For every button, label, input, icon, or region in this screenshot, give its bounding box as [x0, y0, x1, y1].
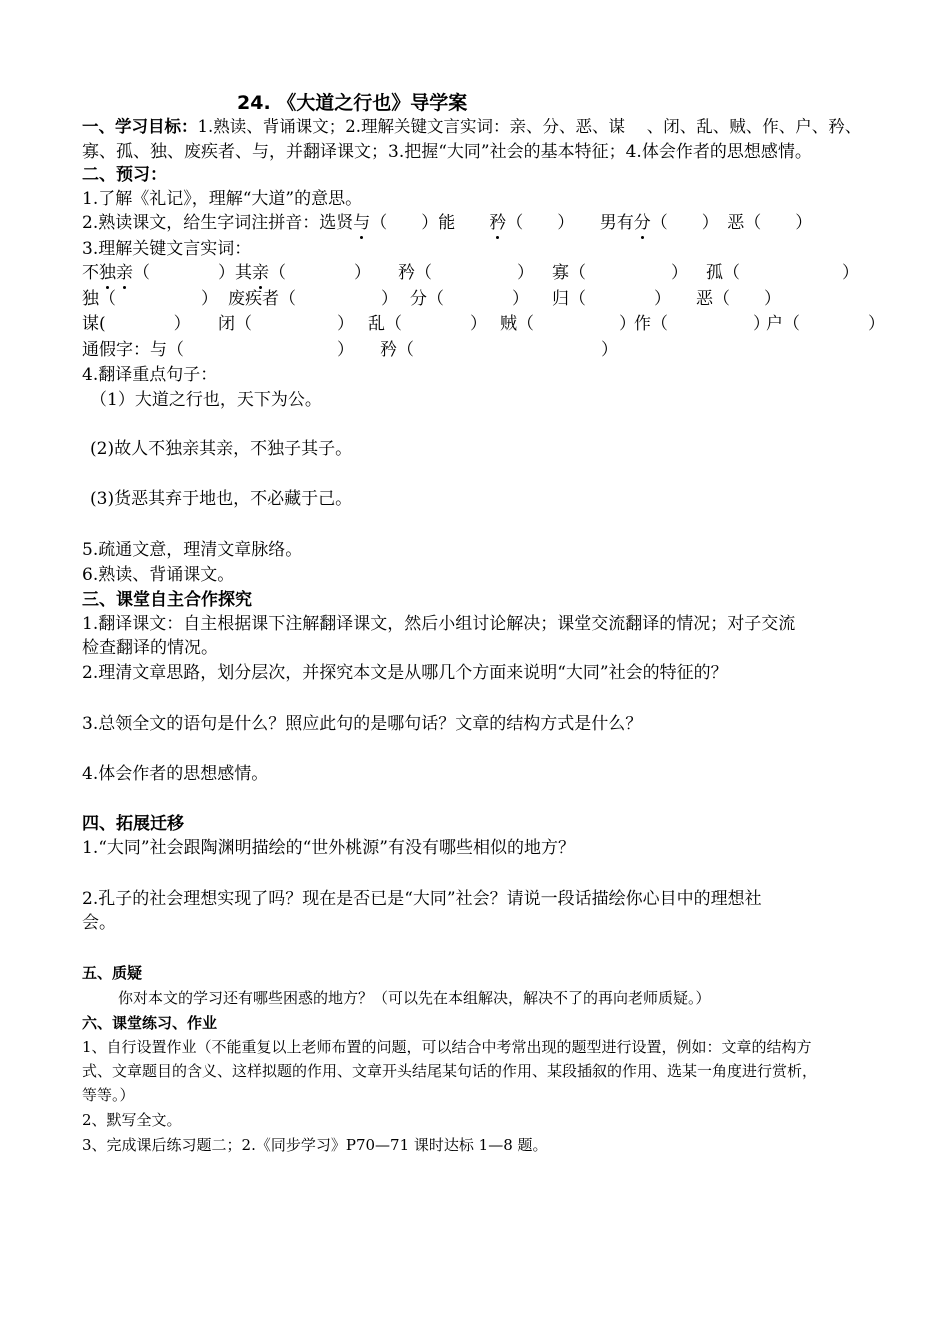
- vocab-row-1: 不独亲（ ）其亲（ ）: [82, 263, 371, 283]
- section-heading-homework: 六、课堂练习、作业: [82, 1014, 218, 1032]
- section-heading-preview: 二、预习：: [82, 165, 167, 185]
- section-heading-inquiry: 三、课堂自主合作探究: [82, 590, 252, 610]
- preview-item-3: 3.理解关键文言实词：: [82, 239, 252, 259]
- vocab-fen: 分（ ）: [410, 289, 529, 309]
- homework-3: 3、完成课后练习题二；2.《同步学习》P70—71 课时达标 1—8 题。: [82, 1136, 548, 1154]
- extension-2-line-1: 2.孔子的社会理想实现了吗？现在是否已是“大同”社会？请说一段话描绘你心目中的理想社: [82, 889, 762, 909]
- vocab-hu: 户（ ）: [766, 314, 885, 334]
- vocab-gu: 孤（ ）: [706, 263, 859, 283]
- homework-1-line-3: 等等。）: [82, 1086, 135, 1104]
- vocab-zei: 贼（ ）: [500, 314, 636, 334]
- inquiry-2: 2.理清文章思路，划分层次，并探究本文是从哪几个方面来说明“大同”社会的特征的？: [82, 663, 728, 683]
- vocab-gua: 寡（ ）: [552, 263, 688, 283]
- vocab-zuo: 作（ ）: [634, 314, 770, 334]
- preview-item-5: 5.疏通文意，理清文章脉络。: [82, 540, 303, 560]
- section-heading-questions: 五、质疑: [82, 964, 143, 982]
- extension-1: 1.“大同”社会跟陶渊明描绘的“世外桃源”有没有哪些相似的地方？: [82, 838, 575, 858]
- inquiry-1-line-1: 1.翻译课文：自主根据课下注解翻译课文，然后小组讨论解决；课堂交流翻译的情况；对子交流: [82, 614, 796, 634]
- sentence-2: (2)故人不独亲其亲，不独子其子。: [90, 439, 353, 459]
- vocab-luan: 乱（ ）: [368, 314, 487, 334]
- preview-item-1: 1.了解《礼记》，理解“大道”的意思。: [82, 189, 363, 209]
- extension-2-line-2: 会。: [82, 913, 116, 933]
- vocab-gui: 归（ ）: [552, 289, 671, 309]
- preview-item-4: 4.翻译重点句子：: [82, 365, 218, 385]
- questions-text: 你对本文的学习还有哪些困惑的地方？（可以先在本组解决，解决不了的再向老师质疑。）: [118, 989, 711, 1007]
- page-title: 24. 《大道之行也》导学案: [237, 92, 468, 114]
- vocab-du: 独（ ）: [82, 289, 218, 309]
- preview-item-6: 6.熟读、背诵课文。: [82, 565, 235, 585]
- vocab-feijizhe: 废疾者（ ）: [228, 289, 398, 309]
- inquiry-3: 3.总领全文的语句是什么？照应此句的是哪句话？文章的结构方式是什么？: [82, 714, 643, 734]
- homework-1-line-2: 式、文章题目的含义、这样拟题的作用、文章开头结尾某句话的作用、某段插叙的作用、选某一角度进行赏析，: [82, 1062, 818, 1080]
- vocab-jin: 矜（ ）: [398, 263, 534, 283]
- tongjiazi-yu: 通假字：与（ ）: [82, 340, 354, 360]
- sentence-3: (3)货恶其弃于地也，不必藏于己。: [90, 489, 353, 509]
- vocab-wu: 恶（ ）: [696, 289, 781, 309]
- vocab-bi: 闭（ ）: [218, 314, 354, 334]
- homework-2: 2、默写全文。: [82, 1111, 182, 1129]
- inquiry-1-line-2: 检查翻译的情况。: [82, 638, 218, 658]
- sentence-1: （1）大道之行也，天下为公。: [90, 390, 322, 410]
- objectives-line-2: 寡、孤、独、废疾者、与，并翻译课文；3.把握“大同”社会的基本特征；4.体会作者的思想感情。: [82, 142, 812, 162]
- objectives-line-1: 一、学习目标：1.熟读、背诵课文；2.理解关键文言实词：亲、分、恶、谋 、闭、乱、贼、作、户、矜、: [82, 117, 862, 136]
- homework-1-line-1: 1、自行设置作业（不能重复以上老师布置的问题，可以结合中考常出现的题型进行设置，例如：文章的结构方: [82, 1038, 812, 1056]
- vocab-mou: 谋( ）: [82, 314, 191, 334]
- tongjiazi-jin: 矜（ ）: [380, 340, 618, 360]
- section-heading-objectives: 一、学习目标：: [82, 117, 198, 136]
- inquiry-4: 4.体会作者的思想感情。: [82, 764, 269, 784]
- preview-item-2: 2.熟读课文，给生字词注拼音：选贤与（ ）能 矜（ ） 男有分（ ） 恶（ ）: [82, 213, 813, 233]
- section-heading-extension: 四、拓展迁移: [82, 814, 184, 834]
